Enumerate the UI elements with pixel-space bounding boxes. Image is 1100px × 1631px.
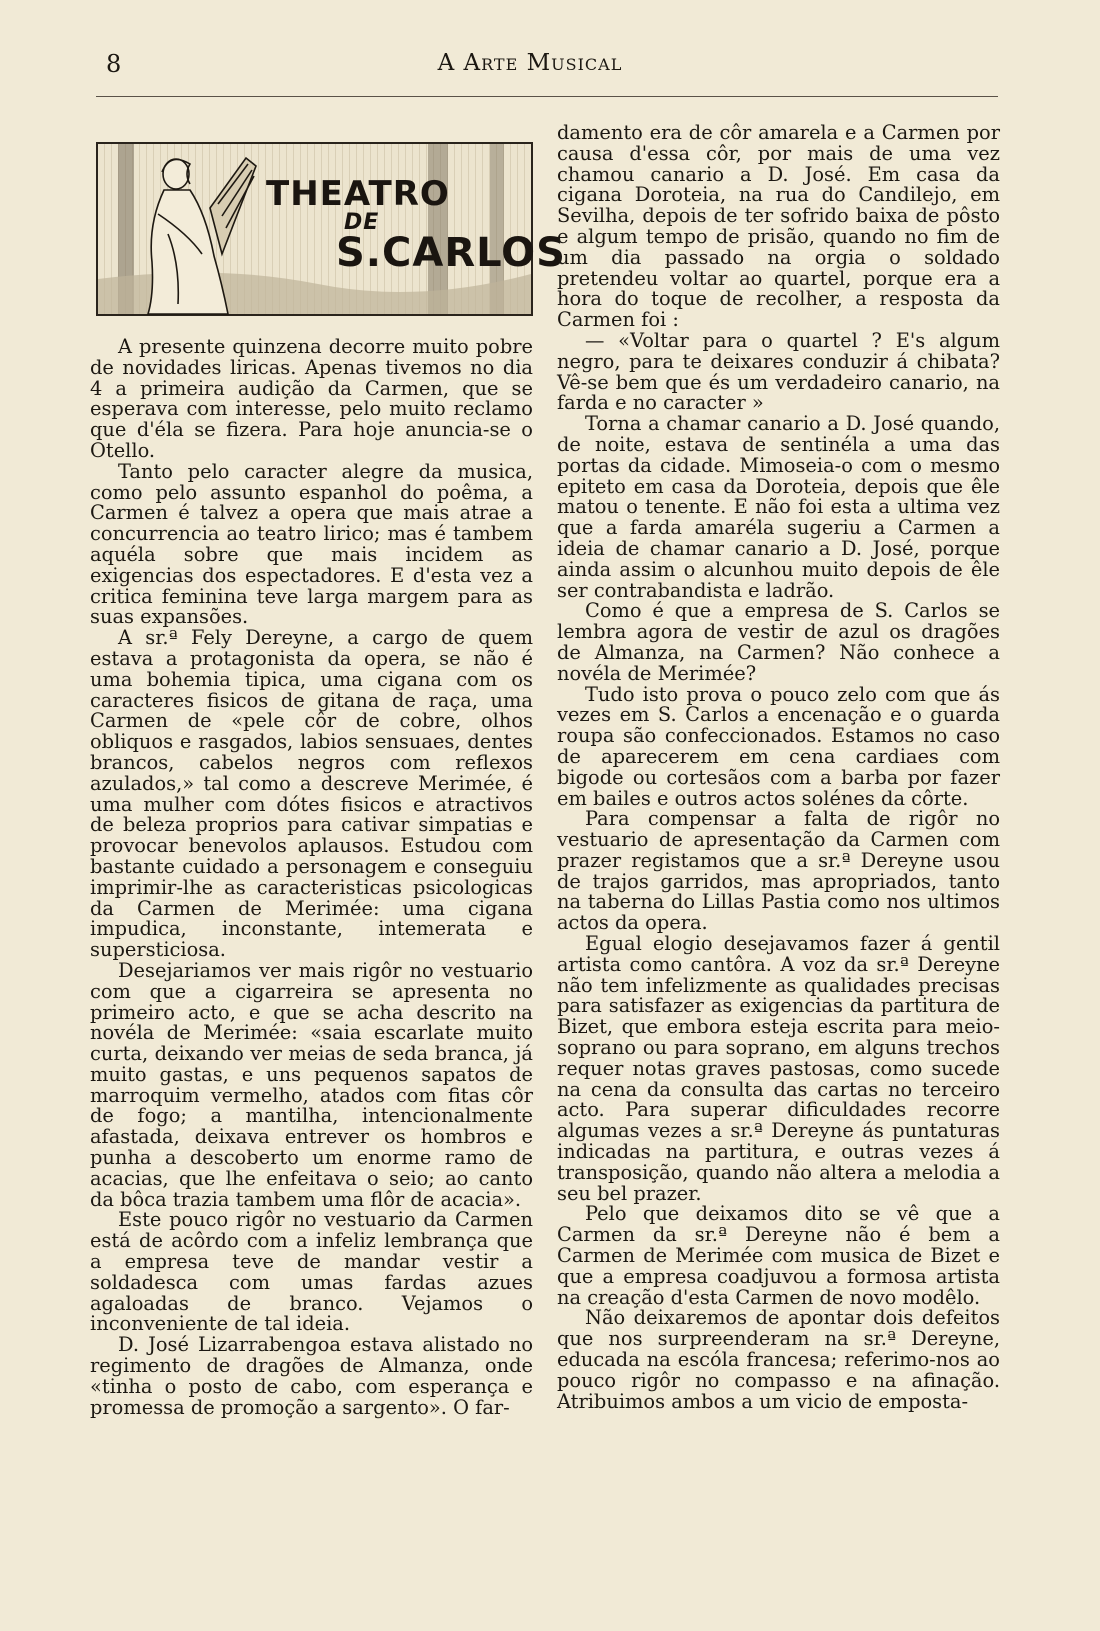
page-number: 8 [106,50,122,78]
theatre-banner-illustration [96,142,566,316]
paragraph: D. José Lizarrabengoa estava alistado no regimento de dragões de Almanza, onde «tinha o posto de cabo, com esperança e promessa de promoção a sargento». O far- [90,1333,533,1419]
paragraph: Como é que a empresa de S. Carlos se lembra agora de vestir de azul os dragões de Almanza, na Carmen? Não conhece a novéla de Merimée? [557,599,1000,685]
paragraph: Para compensar a falta de rigôr no vestuario de apresentação da Carmen com prazer registamos que a sr.ª Dereyne usou de trajos garridos, mas apropriados, tanto na taberna do Lillas Pastia como nos ultimos actos da opera. [557,807,1000,935]
banner-drawing [98,144,531,314]
paragraph: A sr.ª Fely Dereyne, a cargo de quem estava a protagonista da opera, se não é uma bohemia tipica, uma cigana com os caracteres fisicos de gitana de raça, uma Carmen de «pele côr de cobre, olhos obliquos e rasgados, labios sensuaes, dentes brancos, cabelos negros com reflexos azulados,» tal como a descreve Merimée, é uma mulher com dótes fisicos e atractivos de beleza proprios para cativar simpatias e provocar benevolos aplausos. Estudou com bastante cuidado a personagem e conseguiu imprimir-lhe as caracteristicas psicologicas da Carmen de Merimée: uma cigana impudica, inconstante, intemerata e supersticiosa. [90,626,533,962]
paragraph: Desejariamos ver mais rigôr no vestuario com que a cigarreira se apresenta no primeiro acto, e que se acha descrito na novéla de Merimée: «saia escarlate muito curta, deixando ver meias de seda branca, já muito gastas, e uns pequenos sapatos de marroquim vermelho, atados com fitas côr de fogo; a mantilha, intencionalmente afastada, deixava entrever os hombros e punha a descoberto um enorme ramo de acacias, que lhe enfeitava o seio; ao canto da bôca trazia tambem uma flôr de acacia». [90,958,533,1211]
running-title: A Arte Musical [437,50,623,76]
paragraph: Torna a chamar canario a D. José quando, de noite, estava de sentinéla a uma das portas da cidade. Mimoseia-o com o mesmo epiteto em casa da Doroteia, depois que êle matou o tenente. E não foi esta a ultima vez que a farda amaréla sugeriu a Carmen a ideia de chamar canario a D. José, porque ainda assim o alcunhou muito depois de êle ser contrabandista e ladrão. [557,412,1000,602]
header-rule [96,96,998,97]
paragraph: Tudo isto prova o pouco zelo com que ás vezes em S. Carlos a encenação e o guarda roupa são confeccionados. Estamos no caso de aparecerem em cena cardiaes com bigode ou cortesãos com a barba por fazer em bailes e outros actos solénes da côrte. [557,682,1000,810]
article-column-right [557,123,1000,1412]
paragraph: Egual elogio desejavamos fazer á gentil artista como cantôra. A voz da sr.ª Dereyne não tem infelizmente as qualidades precisas para satisfazer as exigencias da partitura de Bizet, que embora esteja escrita para meio-soprano ou para soprano, em alguns trechos requer notas graves pastosas, como sucede na cena da consulta das cartas no terceiro acto. Para superar dificuldades recorre algumas vezes a sr.ª Dereyne ás puntaturas indicadas na partitura, e outras vezes á transposição, quando não altera a melodia a seu bel prazer. [557,932,1000,1205]
tree-trunk [428,144,448,314]
paragraph: A presente quinzena decorre muito pobre de novidades liricas. Apenas tivemos no dia 4 a primeira audição da Carmen, que se esperava com interesse, pelo muito reclamo que d'éla se fizera. Para hoje anuncia-se o Otello. [90,335,533,462]
banner-text-de: DE [344,210,380,235]
paragraph: Este pouco rigôr no vestuario da Carmen está de acôrdo com a infeliz lembrança que a empresa teve de mandar vestir a soldadesca com umas fardas azues agaloadas de branco. Vejamos o inconveniente de tal ideia. [90,1208,533,1336]
paragraph: Pelo que deixamos dito se vê que a Carmen da sr.ª Dereyne não é bem a Carmen de Merimée com musica de Bizet e que a empresa coadjuvou a formosa artista na creação d'esta Carmen de novo modêlo. [557,1202,1000,1309]
banner-text-s-carlos: S.CARLOS [336,230,566,276]
paragraph: — «Voltar para o quartel ? E's algum negro, para te deixares conduzir á chibata? Vê-se bem que és um verdadeiro canario, na farda e no caracter » [557,328,1000,415]
article-column-left [90,337,533,1418]
paragraph: Não deixaremos de apontar dois defeitos que nos surpreenderam na sr.ª Dereyne, educada na escóla francesa; referimo-nos ao pouco rigôr no compasso e na afinação. Atribuimos ambos a um vicio de emposta- [557,1306,1000,1413]
paragraph: Tanto pelo caracter alegre da musica, como pelo assunto espanhol do poêma, a Carmen é talvez a opera que mais atrae a concurrencia ao teatro lirico; mas é tambem aquéla sobre que mais incidem as exigencias dos espectadores. E d'esta vez a critica feminina teve larga margem para as suas expansões. [90,459,533,629]
paragraph: damento era de côr amarela e a Carmen por causa d'essa côr, por mais de uma vez chamou canario a D. José. Em casa da cigana Doroteia, na rua do Candilejo, em Sevilha, depois de ter sofrido baixa de pôsto e algum tempo de prisão, quando no fim de um dia passado na orgia o soldado pretendeu voltar ao quartel, porque era a hora do toque de recolher, a resposta da Carmen foi : [557,121,1000,332]
banner-text-theatro: THEATRO [266,174,450,214]
